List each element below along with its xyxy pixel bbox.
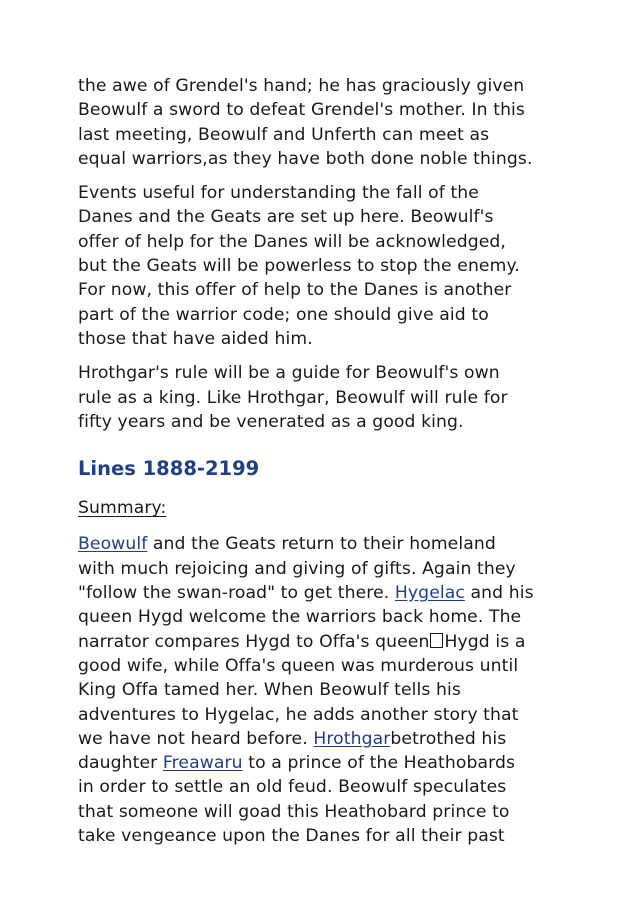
document-page	[78, 74, 578, 848]
text-line: offer of help for the Danes will be acknowledged,	[78, 231, 506, 252]
text-line: part of the warrior code; one should give aid to	[78, 304, 489, 325]
text-line: those that have aided him.	[78, 328, 313, 349]
text-line: Hrothgar's rule will be a guide for Beowulf's own	[78, 363, 500, 384]
text-line: good wife, while Offa's queen was murderous until	[78, 655, 519, 676]
text-span: betrothed his	[390, 728, 507, 749]
text-span: narrator compares Hygd to Offa's queen	[78, 631, 430, 652]
text-line: queen Hygd welcome the warriors back home. The	[78, 607, 522, 628]
paragraph-fall-of-danes	[78, 181, 578, 351]
text-line	[78, 751, 578, 775]
missing-glyph-icon	[430, 633, 443, 648]
hygelac-link[interactable]: Hygelac	[394, 583, 465, 604]
text-span: we have not heard before.	[78, 728, 314, 749]
paragraph-summary	[78, 532, 578, 848]
text-span: Hygd is a	[444, 631, 526, 652]
text-line	[78, 532, 578, 556]
text-line: last meeting, Beowulf and Unferth can meet as	[78, 124, 490, 145]
text-line	[78, 581, 578, 605]
hrothgar-link[interactable]: Hrothgar	[313, 728, 391, 749]
paragraph-hrothgar-rule	[78, 361, 578, 434]
text-line: For now, this offer of help to the Danes is another	[78, 280, 512, 301]
text-span: "follow the swan-road" to get there.	[78, 583, 395, 604]
section-heading: Lines 1888-2199	[78, 457, 260, 481]
text-line: equal warriors,as they have both done noble things.	[78, 148, 533, 169]
text-line: that someone will goad this Heathobard prince to	[78, 801, 510, 822]
summary-label: Summary:	[78, 498, 167, 519]
text-line: rule as a king. Like Hrothgar, Beowulf will rule for	[78, 387, 508, 408]
text-line: Beowulf a sword to defeat Grendel's mother. In this	[78, 100, 525, 121]
beowulf-link[interactable]: Beowulf	[78, 534, 148, 555]
text-line: the awe of Grendel's hand; he has graciously given	[78, 76, 525, 96]
text-line: Danes and the Geats are set up here. Beowulf's	[78, 207, 494, 228]
text-line	[78, 727, 578, 751]
text-line: adventures to Hygelac, he adds another story that	[78, 704, 519, 725]
text-line: Events useful for understanding the fall of the	[78, 183, 479, 204]
text-line: fifty years and be venerated as a good king.	[78, 411, 464, 432]
text-span: and his	[464, 583, 534, 604]
text-line	[78, 630, 578, 654]
freawaru-link[interactable]: Freawaru	[162, 753, 243, 774]
text-line: in order to settle an old feud. Beowulf speculates	[78, 777, 507, 798]
text-line: with much rejoicing and giving of gifts. Again they	[78, 558, 516, 579]
paragraph-unferth-sword	[78, 74, 578, 171]
text-line: take vengeance upon the Danes for all their past	[78, 826, 505, 847]
text-span: to a prince of the Heathobards	[242, 753, 516, 774]
text-line: but the Geats will be powerless to stop the enemy.	[78, 256, 520, 277]
text-line: King Offa tamed her. When Beowulf tells his	[78, 680, 461, 701]
text-span: daughter	[78, 753, 163, 774]
text-span: and the Geats return to their homeland	[147, 534, 496, 555]
